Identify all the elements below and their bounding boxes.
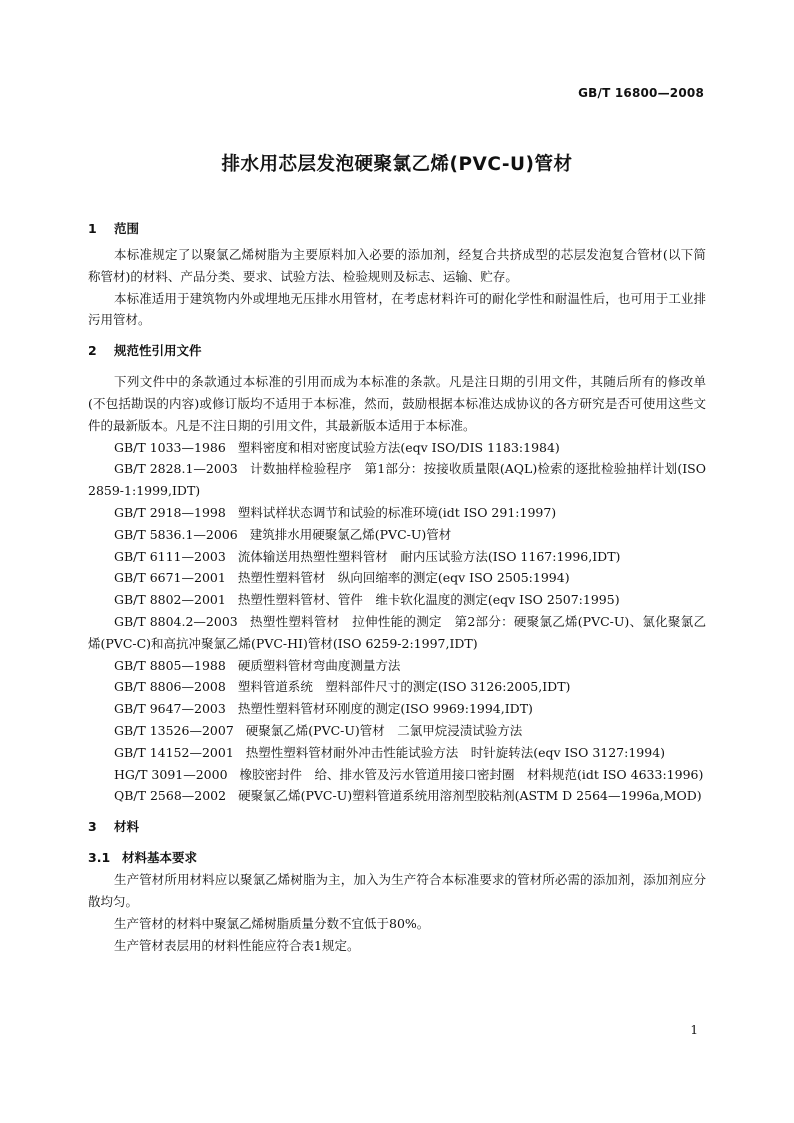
reference-code: GB/T 13526—2007 xyxy=(114,722,234,738)
reference-title: 硬聚氯乙烯(PVC-U)塑料管道系统用溶剂型胶粘剂(ASTM D 2564—1996a,MOD) xyxy=(238,788,702,804)
reference-code: HG/T 3091—2000 xyxy=(114,766,228,782)
subsection-heading-3-1 xyxy=(88,847,706,869)
standard-code: GB/T 16800—2008 xyxy=(578,86,704,100)
reference-item xyxy=(88,742,706,764)
reference-item xyxy=(88,502,706,524)
reference-item xyxy=(88,611,706,655)
reference-title: 塑料管道系统 塑料部件尺寸的测定(ISO 3126:2005,IDT) xyxy=(237,679,571,695)
reference-item xyxy=(88,655,706,677)
reference-title: 热塑性塑料管材环刚度的测定(ISO 9969:1994,IDT) xyxy=(237,701,533,717)
paragraph: 本标准规定了以聚氯乙烯树脂为主要原料加入必要的添加剂，经复合共挤成型的芯层发泡复合管材(以下简称管材)的材料、产品分类、要求、试验方法、检验规则及标志、运输、贮存。 xyxy=(88,247,706,284)
section-heading-1 xyxy=(88,218,706,240)
reference-item xyxy=(88,546,706,568)
reference-item xyxy=(88,458,706,502)
section-number: 3 xyxy=(88,819,97,835)
reference-title: 硬质塑料管材弯曲度测量方法 xyxy=(237,657,401,673)
reference-item xyxy=(88,698,706,720)
reference-item xyxy=(88,720,706,742)
reference-title: 热塑性塑料管材 拉伸性能的测定 第2部分：硬聚氯乙烯(PVC-U)、氯化聚氯乙烯(PVC-C)和高抗冲聚氯乙烯(PVC-HI)管材(ISO 6259-2:1997,IDT) xyxy=(88,613,706,651)
reference-code: GB/T 9647—2003 xyxy=(114,701,226,717)
section-heading-3 xyxy=(88,816,706,838)
reference-item xyxy=(88,567,706,589)
reference-code: QB/T 2568—2002 xyxy=(114,788,227,804)
reference-code: GB/T 1033—1986 xyxy=(114,439,226,455)
document-body xyxy=(88,218,706,956)
reference-list xyxy=(88,437,706,808)
reference-code: GB/T 2918—1998 xyxy=(114,504,226,520)
reference-code: GB/T 6671—2001 xyxy=(114,570,226,586)
paragraph: 下列文件中的条款通过本标准的引用而成为本标准的条款。凡是注日期的引用文件，其随后所有的修改单(不包括勘误的内容)或修订版均不适用于本标准，然而，鼓励根据本标准达成协议的各方研究是否可使用这些文件的最新版本。凡是不注日期的引用文件，其最新版本适用于本标准。 xyxy=(88,374,706,433)
reference-code: GB/T 2828.1—2003 xyxy=(114,461,238,477)
reference-item xyxy=(88,589,706,611)
reference-title: 橡胶密封件 给、排水管及污水管道用接口密封圈 材料规范(idt ISO 4633:1996) xyxy=(239,766,704,782)
subsection-number: 3.1 xyxy=(88,850,111,866)
reference-item xyxy=(88,785,706,807)
section-number: 2 xyxy=(88,343,97,359)
reference-title: 塑料试样状态调节和试验的标准环境(idt ISO 291:1997) xyxy=(237,504,557,520)
section-title: 范围 xyxy=(114,221,140,236)
paragraph: 生产管材的材料中聚氯乙烯树脂质量分数不宜低于80%。 xyxy=(114,915,430,931)
section-heading-2 xyxy=(88,340,706,362)
reference-title: 硬聚氯乙烯(PVC-U)管材 二氯甲烷浸渍试验方法 xyxy=(245,722,523,738)
reference-item xyxy=(88,764,706,786)
reference-title: 热塑性塑料管材耐外冲击性能试验方法 时针旋转法(eqv ISO 3127:1994) xyxy=(245,744,666,760)
reference-code: GB/T 6111—2003 xyxy=(114,548,226,564)
reference-code: GB/T 8804.2—2003 xyxy=(114,613,238,629)
reference-code: GB/T 8805—1988 xyxy=(114,657,226,673)
reference-item xyxy=(88,437,706,459)
section-title: 规范性引用文件 xyxy=(114,343,202,359)
section-number: 1 xyxy=(88,221,97,236)
reference-title: 计数抽样检验程序 第1部分：按接收质量限(AQL)检索的逐批检验抽样计划(ISO 2859-1:1999,IDT) xyxy=(88,461,706,499)
reference-code: GB/T 5836.1—2006 xyxy=(114,526,238,542)
reference-title: 热塑性塑料管材 纵向回缩率的测定(eqv ISO 2505:1994) xyxy=(237,570,570,586)
reference-title: 塑料密度和相对密度试验方法(eqv ISO/DIS 1183:1984) xyxy=(237,439,560,455)
subsection-title: 材料基本要求 xyxy=(122,850,198,866)
reference-item xyxy=(88,524,706,546)
paragraph: 生产管材所用材料应以聚氯乙烯树脂为主，加入为生产符合本标准要求的管材所必需的添加剂，添加剂应分散均匀。 xyxy=(88,872,706,909)
reference-item xyxy=(88,676,706,698)
page-title: 排水用芯层发泡硬聚氯乙烯(PVC-U)管材 xyxy=(221,154,573,175)
section-title: 材料 xyxy=(114,819,140,835)
paragraph: 本标准适用于建筑物内外或埋地无压排水用管材，在考虑材料许可的耐化学性和耐温性后，也可用于工业排污用管材。 xyxy=(88,290,706,328)
reference-title: 建筑排水用硬聚氯乙烯(PVC-U)管材 xyxy=(249,526,452,542)
page-number: 1 xyxy=(690,1023,698,1037)
reference-code: GB/T 8806—2008 xyxy=(114,679,226,695)
reference-title: 流体输送用热塑性塑料管材 耐内压试验方法(ISO 1167:1996,IDT) xyxy=(237,548,621,564)
reference-code: GB/T 8802—2001 xyxy=(114,592,226,608)
reference-title: 热塑性塑料管材、管件 维卡软化温度的测定(eqv ISO 2507:1995) xyxy=(237,592,620,608)
reference-code: GB/T 14152—2001 xyxy=(114,744,234,760)
paragraph: 生产管材表层用的材料性能应符合表1规定。 xyxy=(114,937,360,953)
